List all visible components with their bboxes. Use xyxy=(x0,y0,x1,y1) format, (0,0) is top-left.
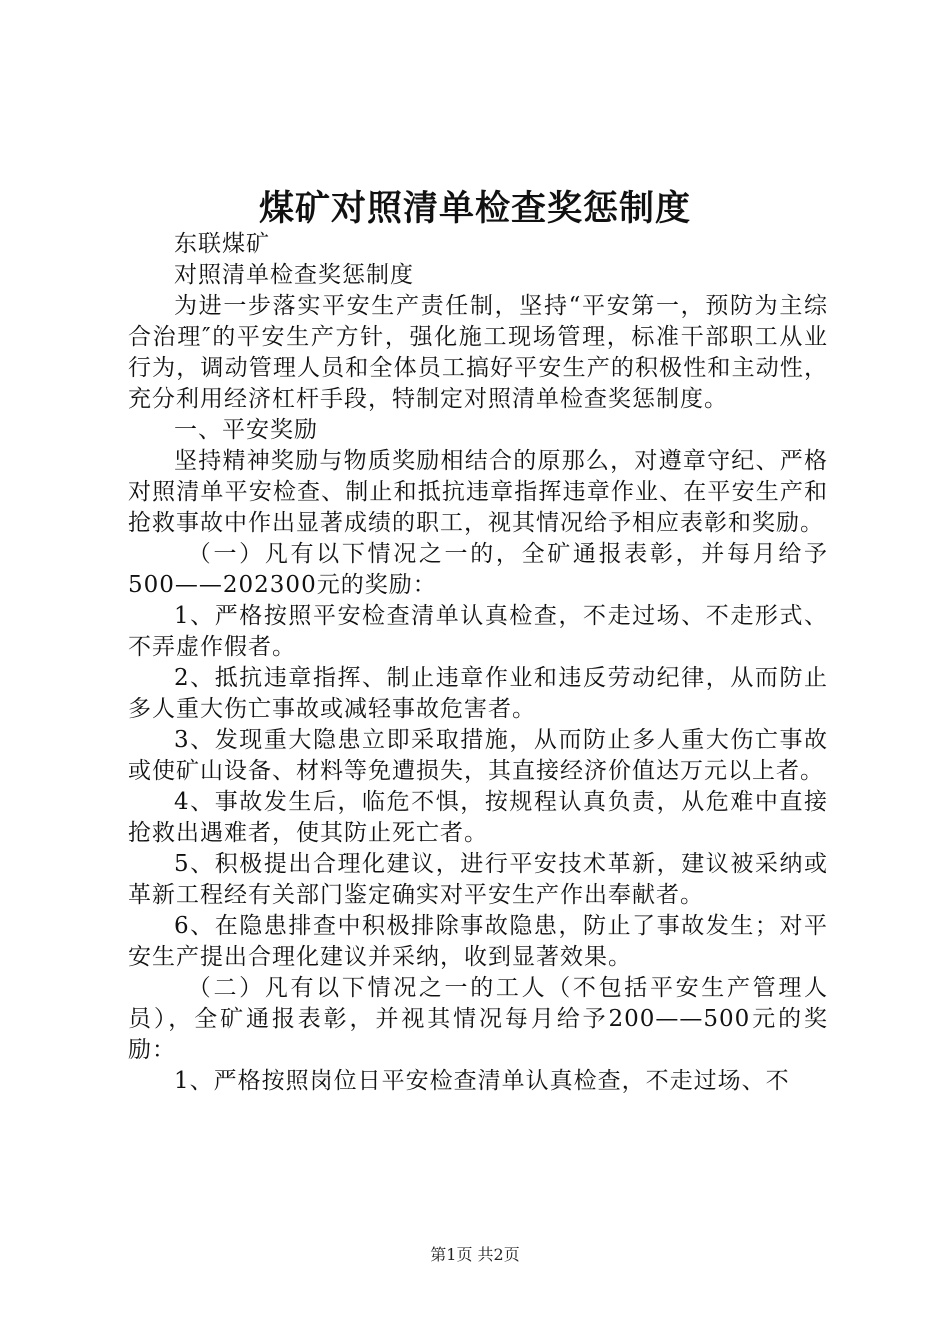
list-item: 5、积极提出合理化建议，进行平安技术革新，建议被采纳或革新工程经有关部门鉴定确实对平安生产作出奉献者。 xyxy=(128,851,828,908)
paragraph-intro: 为进一步落实平安生产责任制，坚持“平安第一，预防为主综合治理″的平安生产方针，强化施工现场管理，标准干部职工从业行为，调动管理人员和全体员工搞好平安生产的积极性和主动性，充分利用经济杠杆手段，特制定对照清单检查奖惩制度。 xyxy=(128,293,828,412)
subsection-heading-2: （二）凡有以下情况之一的工人（不包括平安生产管理人员），全矿通报表彰，并视其情况每月给予200——500元的奖励： xyxy=(128,975,828,1063)
list-item: 3、发现重大隐患立即采取措施，从而防止多人重大伤亡事故或使矿山设备、材料等免遭损失，其直接经济价值达万元以上者。 xyxy=(128,727,828,784)
list-item: 1、严格按照岗位日平安检查清单认真检查，不走过场、不 xyxy=(174,1068,790,1094)
document-body xyxy=(128,229,828,1097)
list-item: 2、抵抗违章指挥、制止违章作业和违反劳动纪律，从而防止多人重大伤亡事故或减轻事故危害者。 xyxy=(128,665,828,722)
page-number: 第1页 共2页 xyxy=(430,1245,520,1264)
document-title: 煤矿对照清单检查奖惩制度 xyxy=(258,188,691,229)
list-item: 6、在隐患排查中积极排除事故隐患，防止了事故发生；对平安生产提出合理化建议并采纳，收到显著效果。 xyxy=(128,913,828,970)
paragraph-subtitle: 对照清单检查奖惩制度 xyxy=(174,262,414,288)
paragraph-reward-principle: 坚持精神奖励与物质奖励相结合的原那么，对遵章守纪、严格对照清单平安检查、制止和抵抗违章指挥违章作业、在平安生产和抢救事故中作出显著成绩的职工，视其情况给予相应表彰和奖励。 xyxy=(128,448,828,536)
paragraph-company: 东联煤矿 xyxy=(174,231,270,257)
subsection-heading-1: （一）凡有以下情况之一的，全矿通报表彰，并每月给予500——202300元的奖励： xyxy=(128,541,828,598)
list-item: 4、事故发生后，临危不惧，按规程认真负责，从危难中直接抢救出遇难者，使其防止死亡者。 xyxy=(128,789,828,846)
list-item: 1、严格按照平安检查清单认真检查，不走过场、不走形式、不弄虚作假者。 xyxy=(128,603,828,660)
section-heading-safety-reward: 一、平安奖励 xyxy=(174,417,318,443)
